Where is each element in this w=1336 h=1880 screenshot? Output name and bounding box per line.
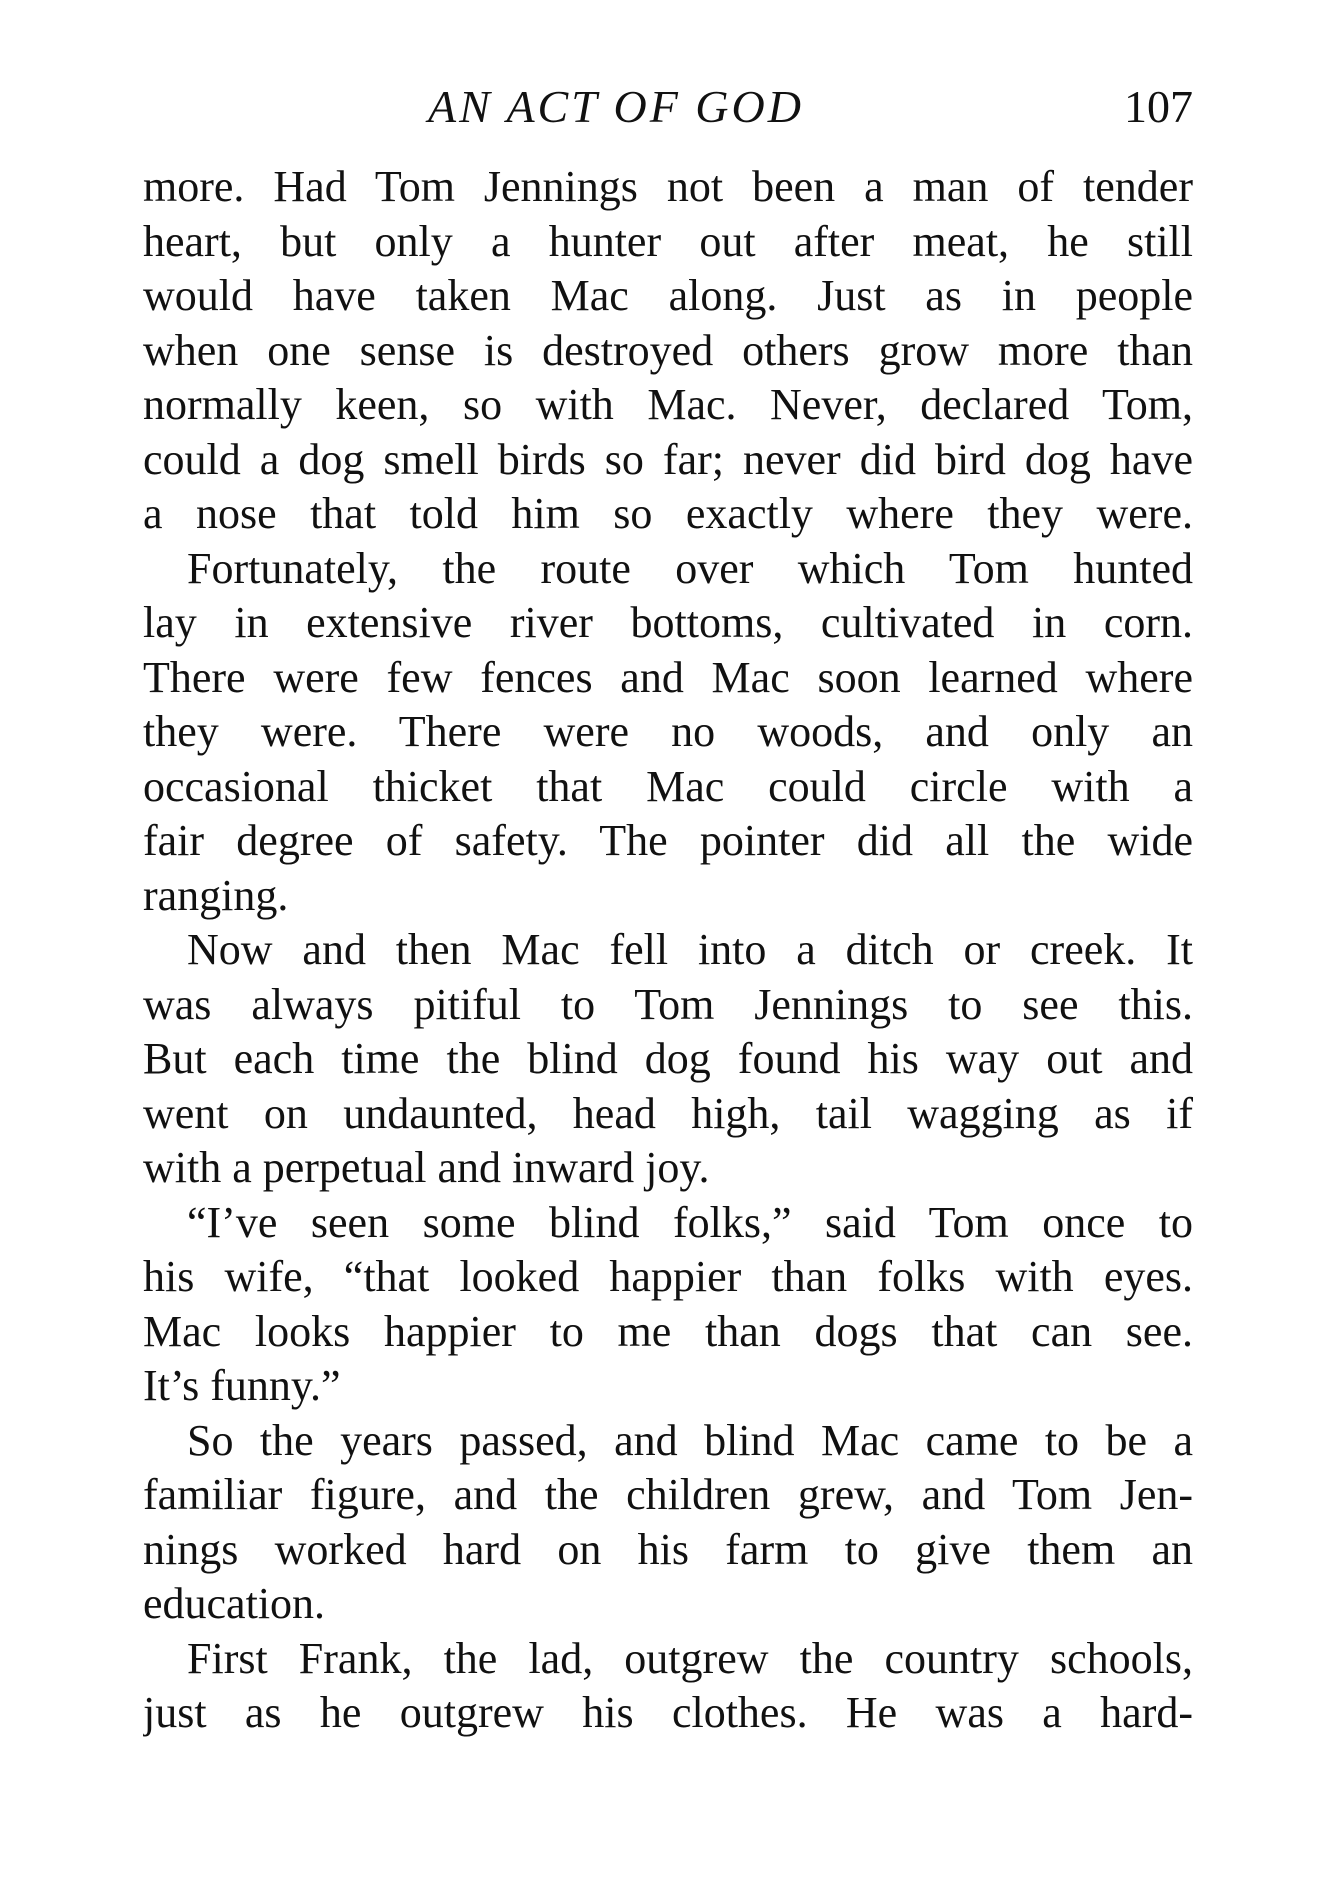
text-line: lay in extensive river bottoms, cultivated in corn. (143, 598, 1193, 647)
text-line: a nose that told him so exactly where they were. (143, 489, 1193, 538)
text-line: more. Had Tom Jennings not been a man of tender (143, 162, 1193, 211)
text-line: went on undaunted, head high, tail wagging as if (143, 1088, 1193, 1138)
text-line: There were few fences and Mac soon learned where (143, 652, 1193, 702)
text-line: with a perpetual and inward joy. (143, 1143, 710, 1192)
body-text (143, 160, 1193, 1741)
text-line: fair degree of safety. The pointer did all the wide (143, 816, 1193, 865)
text-line: when one sense is destroyed others grow more than (143, 325, 1193, 375)
text-line: normally keen, so with Mac. Never, declared Tom, (143, 380, 1193, 429)
text-line: First Frank, the lad, outgrew the country schools, (187, 1633, 1193, 1683)
text-line: heart, but only a hunter out after meat, he still (143, 216, 1193, 266)
running-title: AN ACT OF GOD (428, 81, 804, 132)
text-line: would have taken Mac along. Just as in people (143, 271, 1193, 320)
text-line: But each time the blind dog found his way out and (143, 1034, 1193, 1083)
text-line: nings worked hard on his farm to give them an (143, 1524, 1193, 1574)
text-line: It’s funny.” (143, 1361, 341, 1410)
text-line: familiar figure, and the children grew, and Tom Jen- (143, 1470, 1193, 1519)
page-number: 107 (1124, 81, 1193, 132)
text-line: Now and then Mac fell into a ditch or creek. It (187, 925, 1193, 974)
running-head (143, 80, 1193, 140)
text-line: Fortunately, the route over which Tom hunted (187, 543, 1193, 593)
text-line: education. (143, 1579, 326, 1628)
text-line: just as he outgrew his clothes. He was a hard- (143, 1688, 1193, 1737)
text-line: occasional thicket that Mac could circle with a (143, 761, 1193, 811)
text-line: they were. There were no woods, and only an (143, 707, 1193, 756)
text-line: ranging. (143, 870, 289, 920)
text-line: his wife, “that looked happier than folks with eyes. (143, 1252, 1193, 1301)
text-line: could a dog smell birds so far; never did bird dog have (143, 434, 1193, 484)
text-line: Mac looks happier to me than dogs that can see. (143, 1306, 1193, 1356)
text-line: was always pitiful to Tom Jennings to see this. (143, 979, 1193, 1029)
text-line: So the years passed, and blind Mac came to be a (187, 1415, 1193, 1465)
text-line: “I’ve seen some blind folks,” said Tom once to (187, 1197, 1193, 1247)
